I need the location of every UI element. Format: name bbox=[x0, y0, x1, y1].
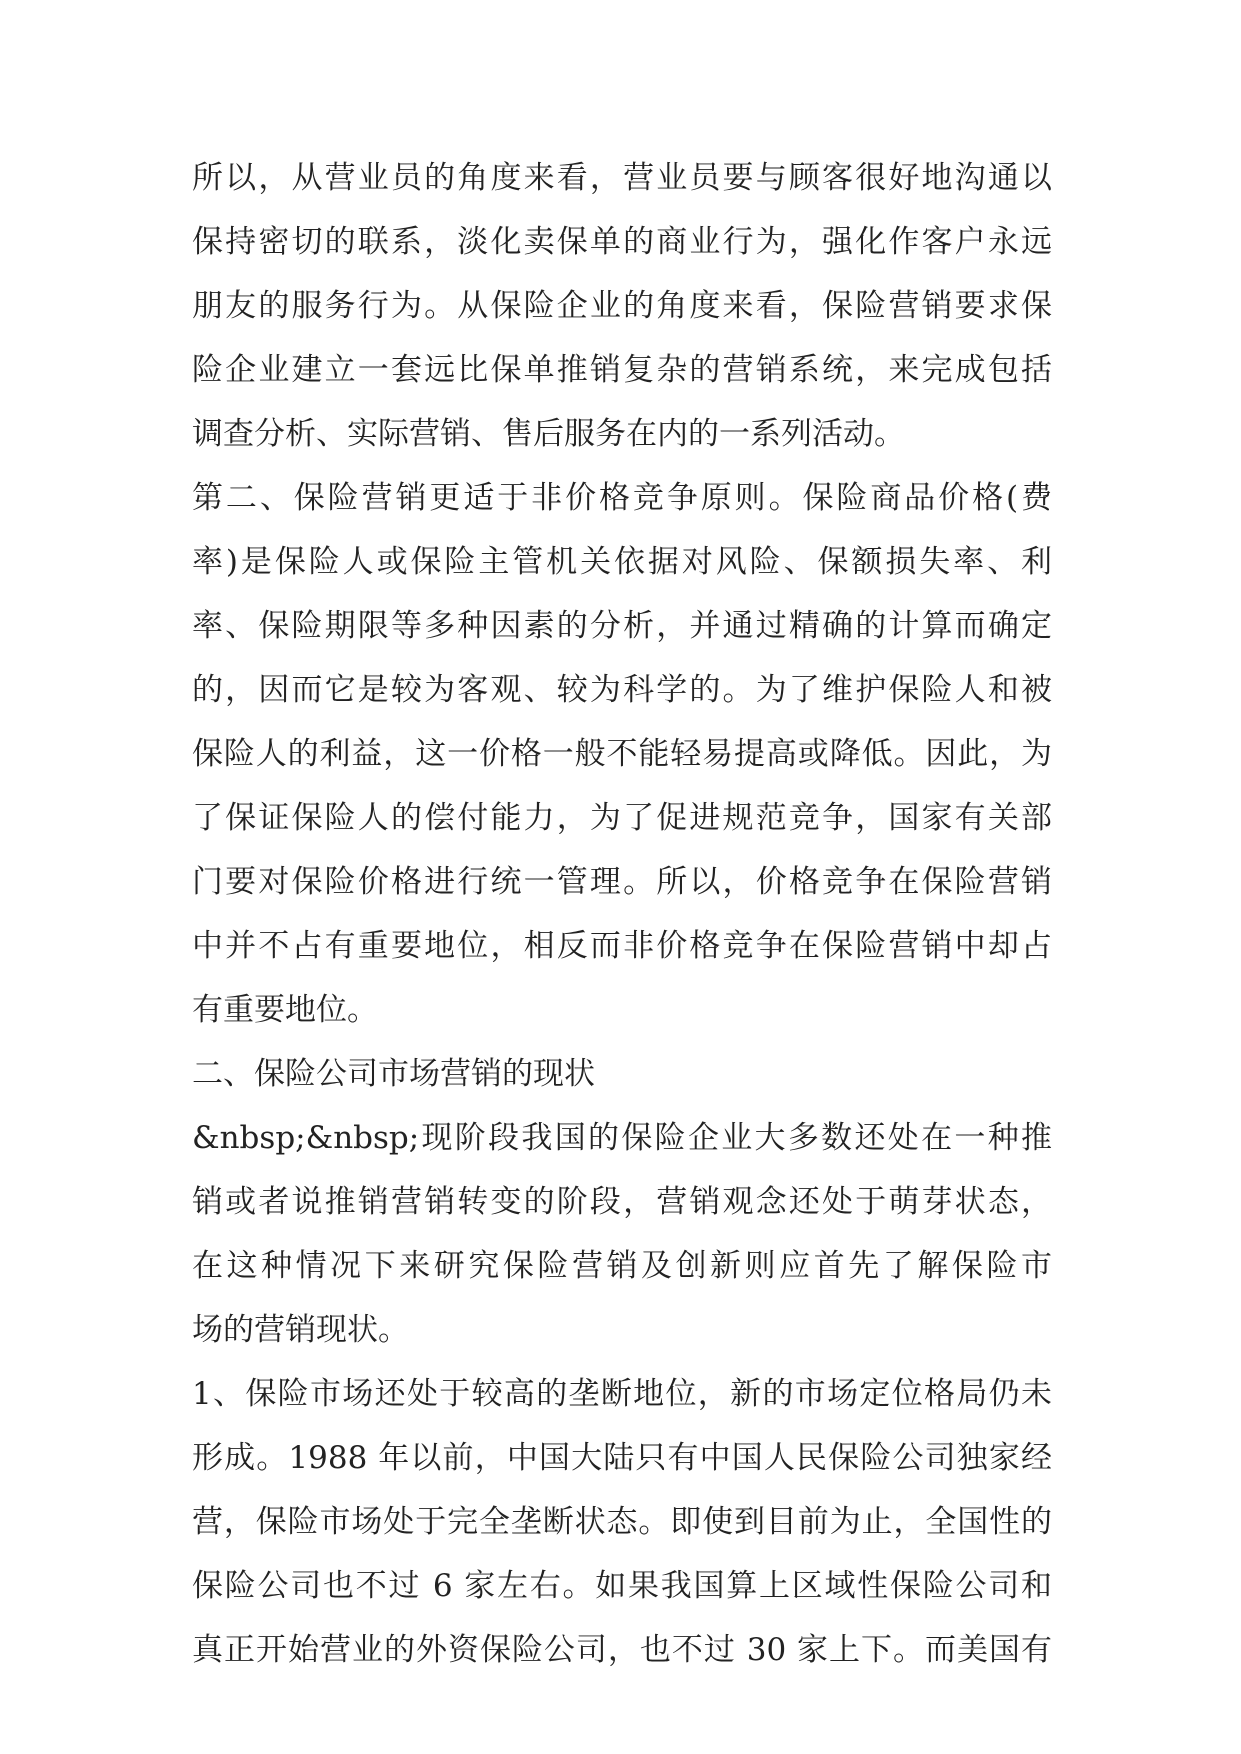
text-line: 形成。1988 年以前，中国大陆只有中国人民保险公司独家经 bbox=[192, 1440, 1052, 1476]
text-line: 调查分析、实际营销、售后服务在内的一系列活动。 bbox=[192, 416, 905, 452]
text-line: 有重要地位。 bbox=[192, 992, 378, 1028]
text-line: 朋友的服务行为。从保险企业的角度来看，保险营销要求保 bbox=[192, 288, 1052, 324]
text-line: 保险公司也不过 6 家左右。如果我国算上区域性保险公司和 bbox=[192, 1568, 1052, 1604]
text-line: 中并不占有重要地位，相反而非价格竞争在保险营销中却占 bbox=[192, 928, 1052, 964]
heading-line: 二、保险公司市场营销的现状 bbox=[192, 1056, 595, 1092]
text-line: 的，因而它是较为客观、较为科学的。为了维护保险人和被 bbox=[192, 672, 1052, 708]
text-line: 营，保险市场处于完全垄断状态。即使到目前为止，全国性的 bbox=[192, 1504, 1052, 1540]
text-line: 门要对保险价格进行统一管理。所以，价格竞争在保险营销 bbox=[192, 864, 1052, 900]
paragraph bbox=[192, 1362, 1052, 1682]
text-line: 1、保险市场还处于较高的垄断地位，新的市场定位格局仍未 bbox=[192, 1376, 1052, 1412]
text-line: 了保证保险人的偿付能力，为了促进规范竞争，国家有关部 bbox=[192, 800, 1052, 836]
text-line: 场的营销现状。 bbox=[192, 1312, 409, 1348]
text-line: 第二、保险营销更适于非价格竞争原则。保险商品价格(费 bbox=[192, 480, 1052, 516]
paragraph bbox=[192, 466, 1052, 1042]
text-line: 真正开始营业的外资保险公司，也不过 30 家上下。而美国有 bbox=[192, 1632, 1052, 1668]
text-line: 险企业建立一套远比保单推销复杂的营销系统，来完成包括 bbox=[192, 352, 1052, 388]
document-page bbox=[192, 146, 1052, 1682]
text-line: 保险人的利益，这一价格一般不能轻易提高或降低。因此，为 bbox=[192, 736, 1052, 772]
text-line: 在这种情况下来研究保险营销及创新则应首先了解保险市 bbox=[192, 1248, 1052, 1284]
paragraph bbox=[192, 146, 1052, 466]
text-line: 销或者说推销营销转变的阶段，营销观念还处于萌芽状态， bbox=[192, 1184, 1052, 1220]
text-line: 率、保险期限等多种因素的分析，并通过精确的计算而确定 bbox=[192, 608, 1052, 644]
paragraph bbox=[192, 1106, 1052, 1362]
text-line: 所以，从营业员的角度来看，营业员要与顾客很好地沟通以 bbox=[192, 160, 1052, 196]
section-heading bbox=[192, 1042, 1052, 1106]
text-line: 率)是保险人或保险主管机关依据对风险、保额损失率、利 bbox=[192, 544, 1052, 580]
text-line: 保持密切的联系，淡化卖保单的商业行为，强化作客户永远 bbox=[192, 224, 1052, 260]
text-line: &nbsp;&nbsp;现阶段我国的保险企业大多数还处在一种推 bbox=[192, 1120, 1052, 1156]
